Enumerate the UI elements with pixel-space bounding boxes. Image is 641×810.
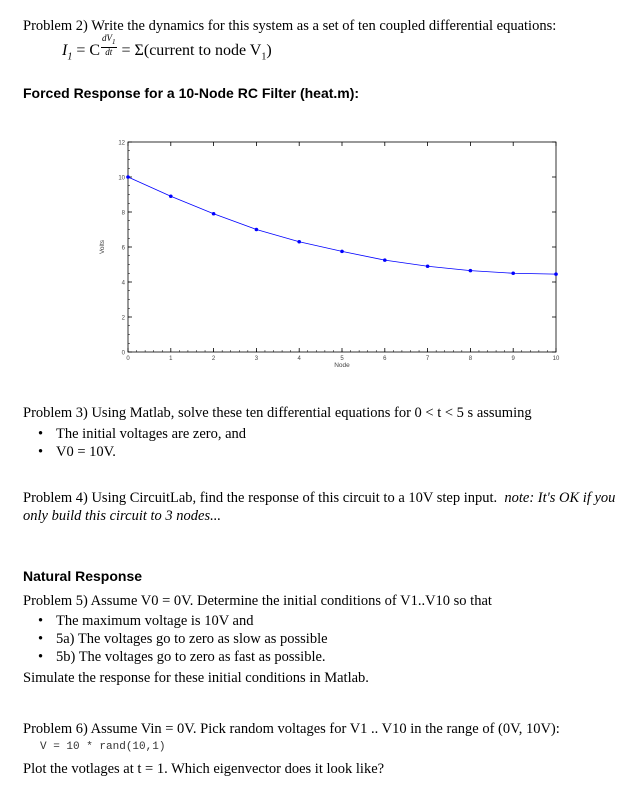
- x-axis-label: Node: [334, 362, 350, 369]
- bullet-text: The maximum voltage is 10V and: [56, 613, 254, 629]
- forced-response-chart: [90, 130, 570, 380]
- data-point: [126, 175, 130, 179]
- data-point: [383, 258, 387, 262]
- list-item: [38, 613, 253, 630]
- bullet-icon: •: [38, 426, 44, 442]
- data-point: [340, 250, 344, 254]
- eq-rhs: = Σ(current to node V: [121, 42, 262, 60]
- data-point: [212, 212, 216, 216]
- problem-4-note-continued: only build this circuit to 3 nodes...: [23, 508, 222, 524]
- problem-4-note: note: It's OK if you: [504, 490, 616, 506]
- bullet-text: The initial voltages are zero, and: [56, 426, 247, 442]
- x-tick-label: 8: [468, 356, 473, 362]
- data-point: [297, 240, 301, 244]
- problem-5-simulate: Simulate the response for these initial conditions in Matlab.: [23, 670, 369, 686]
- problem-4-main: Problem 4) Using CircuitLab, find the response of this circuit to a 10V step input.: [23, 490, 498, 506]
- eq-c: = C: [76, 42, 101, 60]
- eq-frac-num-sub: 1: [112, 37, 116, 46]
- natural-response-heading: Natural Response: [23, 568, 143, 584]
- y-tick-label: 6: [121, 245, 125, 252]
- data-point: [255, 228, 259, 232]
- x-tick-label: 2: [211, 356, 216, 362]
- data-point: [169, 194, 173, 198]
- x-tick-label: 9: [511, 356, 515, 362]
- eq-rhs-close: ): [266, 42, 272, 60]
- y-tick-label: 0: [121, 350, 125, 357]
- y-tick-label: 10: [118, 175, 125, 182]
- bullet-icon: •: [38, 631, 44, 647]
- data-point: [469, 269, 473, 273]
- list-item: [38, 444, 116, 461]
- x-tick-label: 0: [126, 356, 130, 362]
- x-tick-label: 4: [297, 356, 301, 362]
- bullet-text: 5a) The voltages go to zero as slow as possible: [56, 631, 328, 647]
- plot-frame: [128, 142, 556, 352]
- x-tick-label: 6: [383, 356, 387, 362]
- y-tick-label: 2: [121, 315, 125, 322]
- data-point: [554, 272, 558, 276]
- eq-lhs: I: [62, 42, 68, 60]
- problem-5-text: Problem 5) Assume V0 = 0V. Determine the initial conditions of V1..V10 so that: [23, 593, 492, 609]
- y-tick-label: 12: [118, 140, 125, 147]
- problem-4-text: [23, 490, 615, 507]
- problem-6-plot-text: Plot the votlages at t = 1. Which eigenvector does it look like?: [23, 761, 385, 777]
- problem-6-text: Problem 6) Assume Vin = 0V. Pick random voltages for V1 .. V10 in the range of (0V, 10V):: [23, 721, 560, 737]
- x-tick-label: 5: [340, 356, 344, 362]
- eq-frac-den: dt: [105, 46, 113, 57]
- x-tick-label: 1: [169, 356, 173, 362]
- forced-response-heading: Forced Response for a 10-Node RC Filter (heat.m):: [23, 85, 360, 101]
- bullet-icon: •: [38, 444, 44, 460]
- bullet-text: V0 = 10V.: [56, 444, 116, 460]
- matlab-code: V = 10 * rand(10,1): [40, 741, 166, 753]
- bullet-icon: •: [38, 613, 44, 629]
- list-item: [38, 426, 246, 443]
- eq-derivative-fraction: [101, 34, 117, 57]
- problem-2-text: Problem 2) Write the dynamics for this system as a set of ten coupled differential equations:: [23, 18, 557, 34]
- y-axis-label: Volts: [99, 239, 106, 255]
- list-item: [38, 649, 326, 666]
- eq-frac-num: dV: [102, 33, 113, 43]
- x-tick-label: 3: [254, 356, 259, 362]
- eq-rhs-sub: 1: [261, 51, 267, 63]
- data-point: [426, 264, 430, 268]
- y-tick-label: 8: [121, 210, 125, 217]
- x-tick-label: 7: [425, 356, 430, 362]
- bullet-text: 5b) The voltages go to zero as fast as possible.: [56, 649, 326, 665]
- eq-lhs-sub: 1: [67, 51, 73, 63]
- data-point: [511, 271, 515, 275]
- equation-current-node-1: [62, 33, 272, 63]
- series-line: [128, 177, 556, 274]
- list-item: [38, 631, 328, 648]
- bullet-icon: •: [38, 649, 44, 665]
- y-tick-label: 4: [121, 280, 125, 287]
- x-tick-label: 10: [552, 356, 560, 362]
- problem-3-text: Problem 3) Using Matlab, solve these ten differential equations for 0 < t < 5 s assuming: [23, 405, 532, 421]
